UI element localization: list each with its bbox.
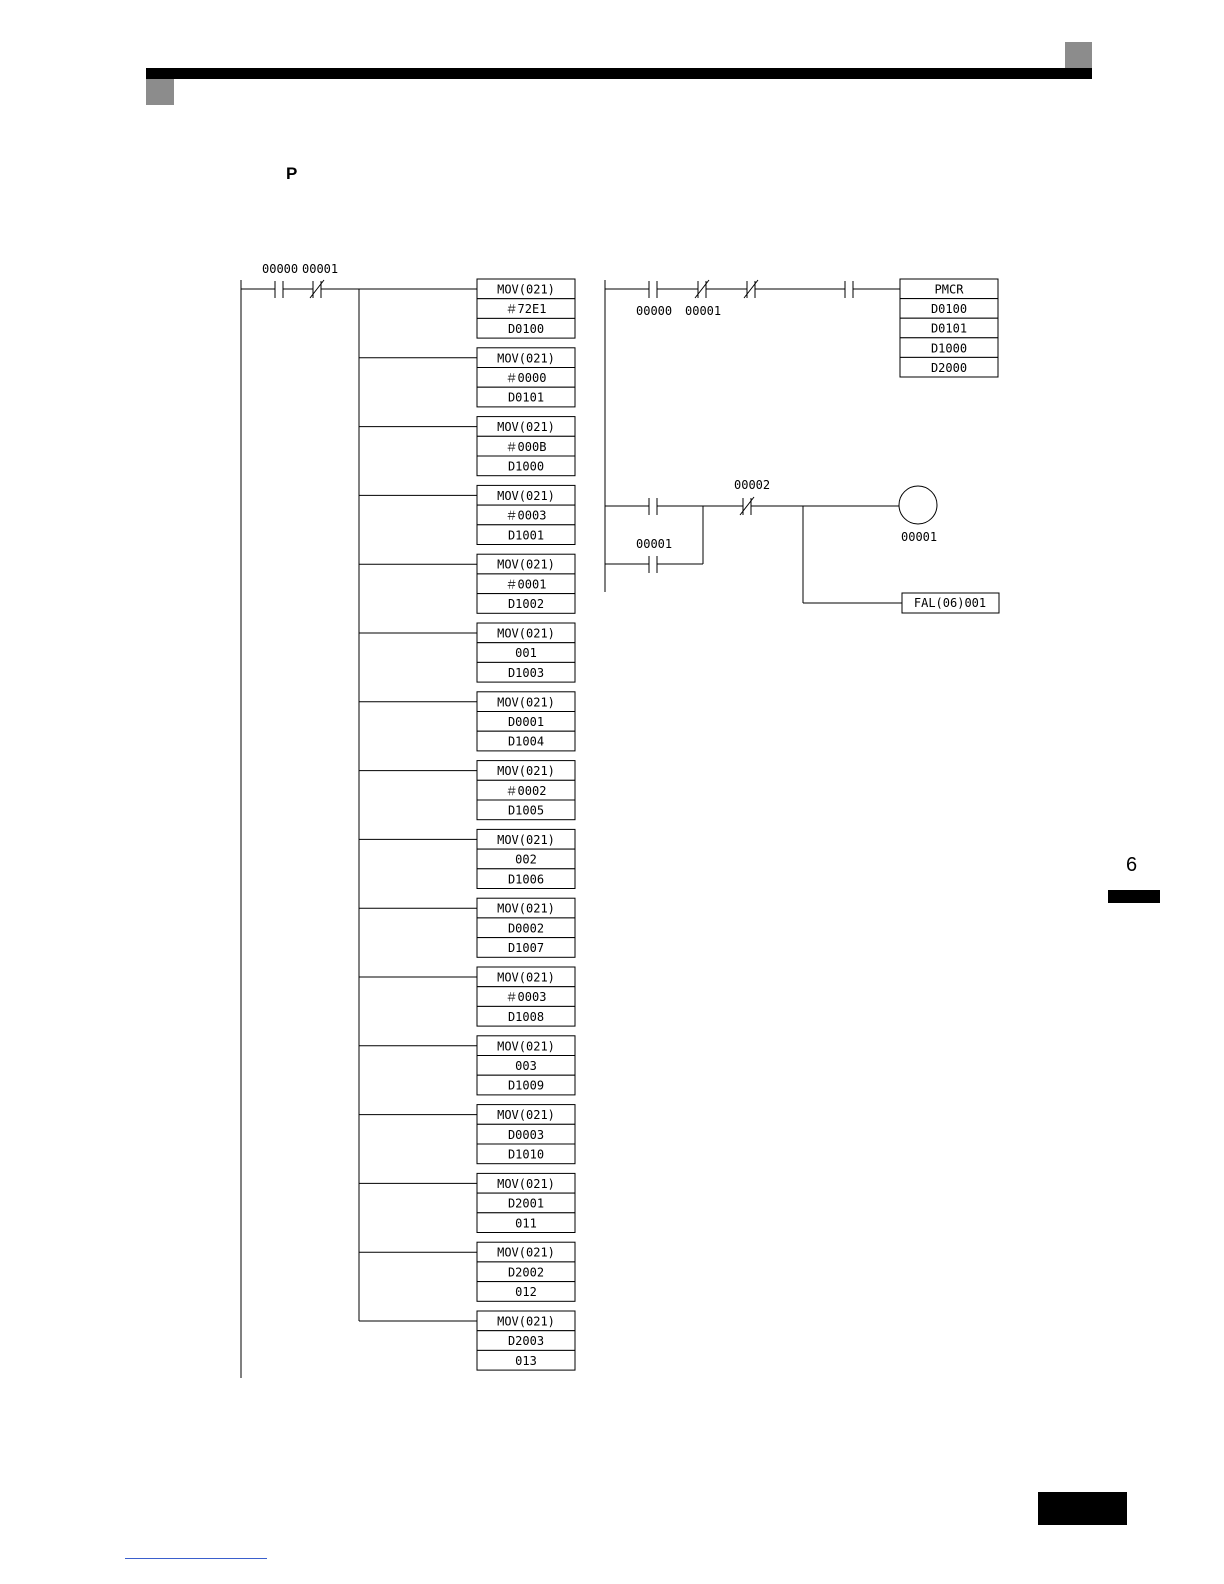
instruction-text: MOV(021) [497, 1314, 555, 1329]
instruction-text: 012 [515, 1285, 537, 1300]
instruction-text: D1003 [507, 665, 545, 680]
instruction-text: D0100 [507, 321, 545, 336]
instruction-text: 002 [515, 852, 537, 867]
contact-label: 00000 [262, 262, 299, 276]
chapter-tab-number: 6 [1126, 854, 1138, 876]
mov-instruction-block [359, 829, 575, 888]
instruction-text: 001 [515, 646, 537, 661]
instruction-text: 011 [515, 1216, 537, 1231]
instruction-text: D0003 [507, 1127, 545, 1142]
instruction-text: MOV(021) [497, 1176, 555, 1191]
instruction-text: ＃72E1 [505, 302, 547, 317]
contact-label: 00001 [636, 537, 673, 551]
coil-label: 00001 [901, 530, 938, 544]
instruction-text: D0101 [507, 390, 545, 405]
fal-label: FAL(06)001 [913, 596, 987, 610]
instruction-text: MOV(021) [497, 488, 555, 503]
instruction-text: D1005 [507, 803, 545, 818]
instruction-text: MOV(021) [497, 1108, 555, 1123]
instruction-text: D1008 [507, 1009, 545, 1024]
instruction-text: D1000 [507, 459, 545, 474]
instruction-text: PMCR [934, 282, 964, 297]
instruction-text: D1004 [507, 734, 545, 749]
instruction-text: D1000 [930, 341, 968, 356]
instruction-text: D1002 [507, 597, 545, 612]
mov-instruction-block [359, 692, 575, 751]
instruction-text: D0100 [930, 302, 968, 317]
instruction-text: MOV(021) [497, 626, 555, 641]
instruction-text: D0001 [507, 715, 545, 729]
mov-instruction-block [359, 967, 575, 1026]
instruction-text: D2000 [930, 360, 968, 375]
contact-label: 00002 [734, 478, 771, 492]
instruction-text: MOV(021) [497, 351, 555, 366]
instruction-text: MOV(021) [497, 901, 555, 916]
mov-instruction-block [359, 485, 575, 544]
mov-instruction-block [359, 417, 575, 476]
no-contact [845, 281, 853, 298]
instruction-text: D1001 [507, 528, 545, 543]
mov-instruction-block [359, 623, 575, 682]
instruction-text: D2002 [507, 1265, 545, 1280]
no-contact [649, 498, 657, 515]
instruction-text: 003 [515, 1059, 537, 1073]
contact-label: 00000 [636, 304, 673, 318]
mov-instruction-block [359, 1242, 575, 1301]
output-coil [899, 486, 937, 524]
instruction-text: MOV(021) [497, 1245, 555, 1260]
instruction-text: D2001 [507, 1196, 545, 1211]
instruction-text: D0002 [507, 921, 545, 936]
mov-instruction-block [359, 1173, 575, 1232]
instruction-text: D1006 [507, 872, 545, 887]
mov-instruction-block [359, 898, 575, 957]
instruction-text: ＃000B [505, 439, 547, 454]
mov-instruction-block [359, 1036, 575, 1095]
instruction-text: MOV(021) [497, 695, 555, 710]
mov-instruction-block [359, 1311, 575, 1370]
instruction-text: D2003 [507, 1334, 545, 1349]
contact-label: 00001 [685, 304, 722, 318]
pmcr-instruction [900, 279, 998, 377]
instruction-text: ＃0003 [505, 508, 547, 523]
instruction-text: ＃0001 [505, 577, 547, 592]
no-contact-00000 [275, 281, 283, 298]
instruction-text: MOV(021) [497, 1039, 555, 1054]
mov-instruction-block [359, 1105, 575, 1164]
instruction-text: ＃0000 [505, 371, 547, 385]
no-contact-00000 [649, 281, 657, 298]
contact-label: 00001 [302, 262, 339, 276]
section-heading: P [286, 164, 298, 183]
instruction-text: D0101 [930, 321, 968, 336]
instruction-text: MOV(021) [497, 832, 555, 847]
no-contact-00001-branch [649, 556, 657, 573]
instruction-text: D1010 [507, 1147, 545, 1162]
mov-instruction-block [359, 554, 575, 613]
instruction-text: D1009 [507, 1078, 545, 1093]
instruction-text: MOV(021) [497, 764, 555, 779]
instruction-text: MOV(021) [497, 557, 555, 572]
instruction-text: ＃0002 [505, 783, 547, 798]
instruction-text: MOV(021) [497, 420, 555, 435]
instruction-text: MOV(021) [497, 970, 555, 985]
instruction-text: 013 [515, 1353, 537, 1368]
instruction-text: ＃0003 [505, 990, 547, 1005]
instruction-text: D1007 [507, 941, 545, 956]
mov-instruction-block [359, 761, 575, 820]
instruction-text: MOV(021) [497, 282, 555, 297]
mov-instruction-block [359, 279, 575, 338]
mov-instruction-block [359, 348, 575, 407]
